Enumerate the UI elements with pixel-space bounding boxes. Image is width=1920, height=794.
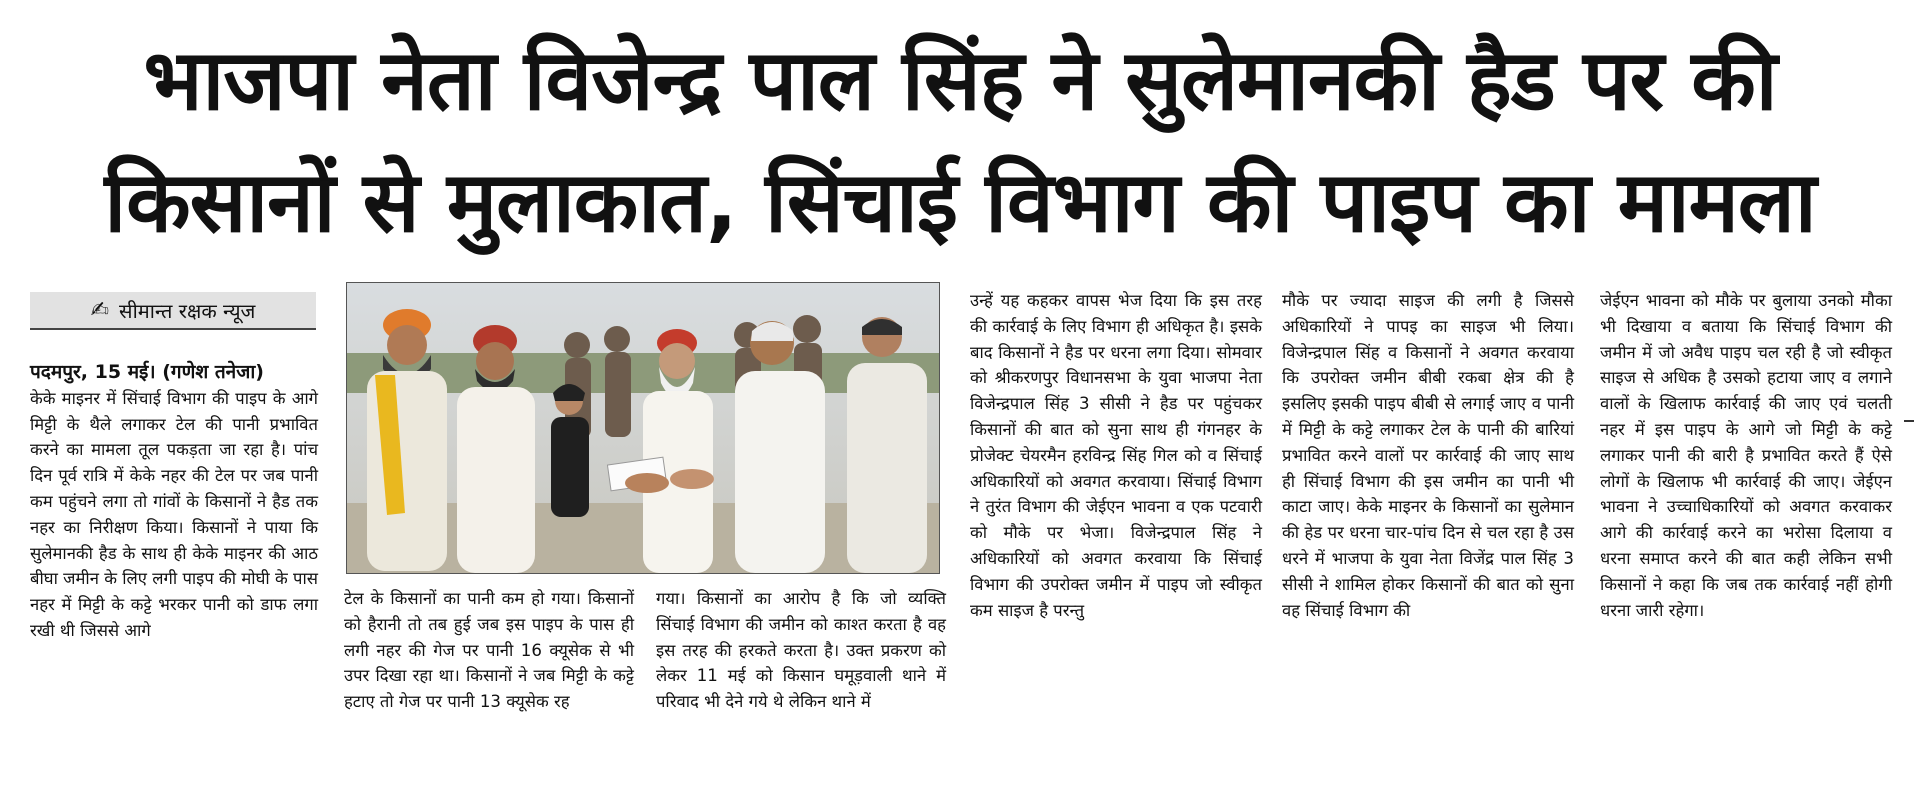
column-1-text: केके माइनर में सिंचाई विभाग की पाइप के आगे मिट्टी के थैले लगाकर टेल की पानी प्रभावित करने का मामला तूल पकड़ता जा रहा है। पांच दिन पूर्व रात्रि में केके नहर की टेल पर जब पानी कम पहुंचने लगा तो गांवों के किसानों ने हैड तक नहर का निरीक्षण किया। किसानों ने पाया कि सुलेमानकी हैड के साथ ही केके माइनर की आठ बीघा जमीन के लिए लगी पाइप की मोघी के पास नहर में मिट्टी के कट्टे भरकर पानी को डाफ लगा रखी थी जिससे आगे — [30, 388, 318, 640]
pen-icon: ✍ — [90, 297, 110, 323]
column-3-text: गया। किसानों का आरोप है कि जो व्यक्ति सिंचाई विभाग की जमीन को काश्त करता है वह इस तरह की हरकते करता है। उक्त प्रकरण को लेकर 11 मई को किसान घमूड़वाली थाने में परिवाद भी देने गये थे लेकिन थाने में — [656, 589, 946, 712]
news-photo — [346, 282, 940, 574]
article-column-5 — [1282, 288, 1574, 623]
column-5-text: मौके पर ज्यादा साइज की लगी है जिससे अधिकारियों ने पापइ का साइज भी लिया। विजेन्द्रपाल सिंह व किसानों ने अवगत करवाया कि उपरोक्त जमीन बीबी रकबा क्षेत्र की है इसलिए इसकी पाइप बीबी से लगाई जाए व पानी में मिट्टी के कट्टे लगाकर टेल के पानी की बारियां प्रभावित करने वालों पर कार्रवाई की जाए साथ ही सिंचाई विभाग की इस जमीन का पानी भी काटा जाए। केके माइनर के किसानों का सुलेमान की हेड पर धरना चार-पांच दिन से चल रहा है उस धरने में भाजपा के युवा नेता विजेंद्र पाल सिंह 3 सीसी ने शामिल होकर किसानों की बात को सुना वह सिंचाई विभाग की — [1282, 291, 1574, 620]
article-column-4 — [970, 288, 1262, 623]
photo-illustration — [347, 283, 939, 573]
headline-line-2: किसानों से मुलाकात, सिंचाई विभाग की पाइप का मामला — [104, 153, 1816, 251]
article-column-2 — [344, 586, 634, 715]
byline-source: सीमान्त रक्षक न्यूज — [119, 298, 256, 323]
column-edge-mark — [1904, 420, 1914, 422]
headline-line-1: भाजपा नेता विजेन्द्र पाल सिंह ने सुलेमानकी हैड पर की — [143, 31, 1777, 129]
article-column-1 — [30, 360, 318, 644]
column-2-text: टेल के किसानों का पानी कम हो गया। किसानों को हैरानी तो तब हुई जब इस पाइप के पास ही लगी नहर की गेज पर पानी 16 क्यूसेक से भी उपर दिखा रहा था। किसानों ने जब मिट्टी के कट्टे हटाए तो गेज पर पानी 13 क्यूसेक रह — [344, 589, 634, 712]
article-column-3 — [656, 586, 946, 715]
column-4-text: उन्हें यह कहकर वापस भेज दिया कि इस तरह की कार्रवाई के लिए विभाग ही अधिकृत है। इसके बाद किसानों ने हैड पर धरना लगा दिया। सोमवार को श्रीकरणपुर विधानसभा के युवा भाजपा नेता विजेन्द्रपाल सिंह 3 सीसी ने हैड पर पहुंचकर किसानों की बात को सुना साथ ही गंगनहर के प्रोजेक्ट चेयरमैन हरविन्द्र सिंह गिल को व सिंचाई अधिकारियों को अवगत करवाया। सिंचाई विभाग ने तुरंत विभाग की जेईएन भावना व एक पटवारी को मौके पर भेजा। विजेन्द्रपाल सिंह ने अधिकारियों को अवगत करवाया कि सिंचाई विभाग की उपरोक्त जमीन में पाइप जो स्वीकृत कम साइज है परन्तु — [970, 291, 1262, 620]
article-column-6 — [1600, 288, 1892, 623]
dateline: पदमपुर, 15 मई। (गणेश तनेजा) — [30, 361, 264, 383]
column-6-text: जेईएन भावना को मौके पर बुलाया उनको मौका भी दिखाया व बताया कि सिंचाई विभाग की जमीन में जो अवैध पाइप चल रही है जो स्वीकृत साइज से अधिक है उसको हटाया जाए व लगाने वालों के खिलाफ कार्रवाई की जाए एवं चलती नहर में इस पाइप के आगे जो मिट्टी के कट्टे लगाकर पानी की बारी है प्रभावित करते हैं ऐसे लोगों के खिलाफ भी कार्रवाई की जाए। जेईएन भावना ने उच्चाधिकारियों को अवगत करवाकर आगे की कार्रवाई करने का भरोसा दिलाया व धरना समाप्त करने की बात कही लेकिन सभी किसानों ने कहा कि जब तक कार्रवाई नहीं होगी धरना जारी रहेगा। — [1600, 291, 1892, 620]
byline-box — [30, 292, 316, 330]
